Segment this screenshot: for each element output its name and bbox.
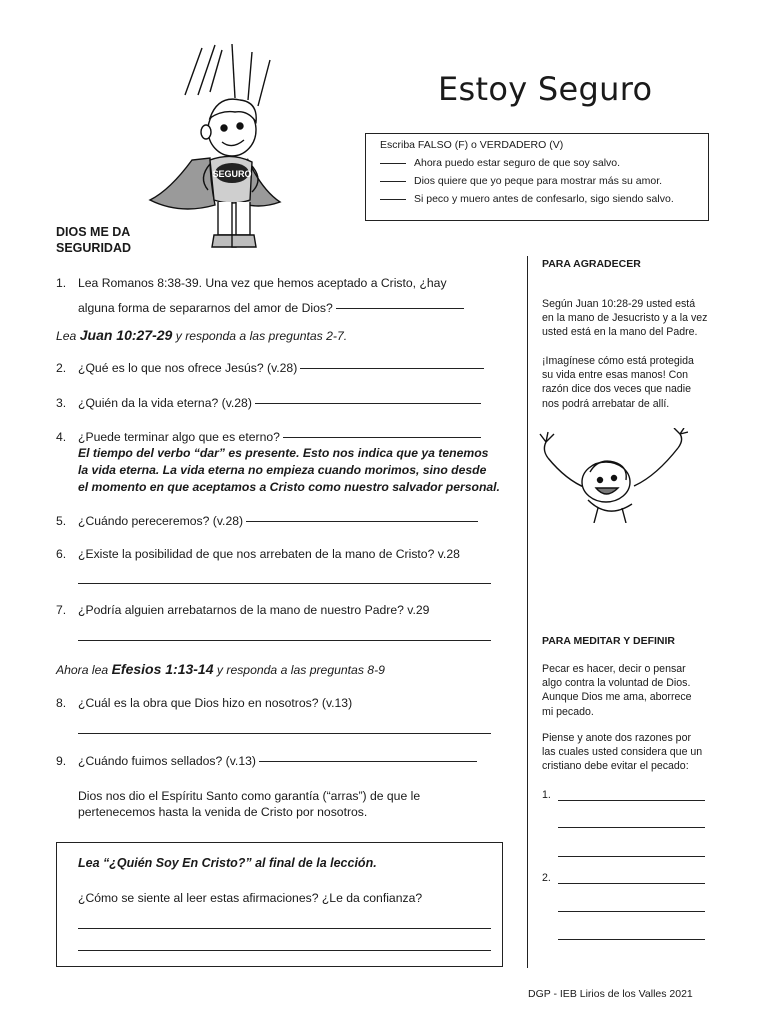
sidebar-line: Pecar es hacer, decir o pensar	[542, 663, 686, 675]
intro-pre: Ahora lea	[56, 663, 112, 677]
question-text: Lea Romanos 8:38-39. Una vez que hemos aceptado a Cristo, ¿hay	[78, 276, 447, 290]
true-false-item-text: Si peco y muero antes de confesarlo, sigo siendo salvo.	[414, 193, 674, 205]
question-text	[78, 396, 481, 410]
sidebar-paragraph	[542, 354, 694, 411]
answer-line[interactable]	[78, 583, 491, 584]
answer-line[interactable]	[283, 437, 481, 438]
question-number: 1.	[56, 276, 67, 290]
question-number: 3.	[56, 396, 67, 410]
section-heading-line: SEGURIDAD	[56, 241, 132, 255]
question-text	[78, 514, 478, 528]
answer-line[interactable]	[558, 911, 705, 912]
question-number: 2.	[56, 361, 67, 375]
reading-instruction	[56, 661, 385, 677]
true-false-box	[365, 133, 709, 221]
question-text-line: ¿Cuándo pereceremos? (v.28)	[78, 514, 244, 528]
scripture-reference: Juan 10:27-29	[79, 327, 173, 343]
answer-line[interactable]	[300, 368, 484, 369]
question-text	[78, 301, 464, 315]
reflection-heading: Lea “¿Quién Soy En Cristo?” al final de la lección.	[78, 856, 377, 870]
answer-line[interactable]	[558, 939, 705, 940]
question-number: 6.	[56, 547, 67, 561]
sidebar-line: razón dice dos veces que nadie	[542, 383, 692, 396]
sidebar-heading: PARA MEDITAR Y DEFINIR	[542, 635, 676, 647]
true-false-item	[380, 157, 620, 169]
sidebar-line: su vida entre esas manos! Con	[542, 369, 689, 382]
verb-note-line: la vida eterna. La vida eterna no empieza cuando morimos, sino desde	[78, 463, 487, 477]
column-divider	[527, 256, 528, 968]
answer-line[interactable]	[78, 640, 491, 641]
reflection-box	[56, 842, 503, 967]
superhero-boy-illustration	[140, 40, 300, 255]
question-number: 8.	[56, 696, 67, 710]
sidebar-paragraph	[542, 731, 702, 774]
answer-line[interactable]	[78, 950, 491, 951]
sidebar-line: Piense y anote dos razones por	[542, 732, 691, 744]
verb-note-line: El tiempo del verbo “dar” es presente. Esto nos indica que ya tenemos	[78, 446, 489, 460]
question-text	[78, 430, 481, 444]
answer-line[interactable]	[558, 827, 705, 828]
question-text-line: ¿Qué es lo que nos ofrece Jesús? (v.28)	[78, 361, 298, 375]
answer-line[interactable]	[259, 761, 477, 762]
cheering-person-illustration	[538, 428, 688, 523]
answer-line[interactable]	[558, 800, 705, 801]
true-false-item	[380, 193, 674, 205]
verb-note-line: el momento en que aceptamos a Cristo como nuestro salvador personal.	[78, 480, 500, 494]
answer-line[interactable]	[246, 521, 478, 522]
scripture-reference: Efesios 1:13-14	[111, 661, 214, 677]
sidebar-line: mi pecado.	[542, 705, 594, 718]
sidebar-line: algo contra la voluntad de Dios.	[542, 677, 691, 690]
sidebar-line: cristiano debe evitar el pecado:	[542, 760, 689, 773]
intro-post: y responda a las preguntas 8-9	[213, 663, 385, 677]
answer-line[interactable]	[336, 308, 464, 309]
intro-post: y responda a las preguntas 2-7.	[172, 329, 348, 343]
reflection-question: ¿Cómo se siente al leer estas afirmaciones? ¿Le da confianza?	[78, 891, 423, 905]
sidebar-line: nos podrá arrebatar de allí.	[542, 397, 670, 410]
sidebar-line: usted está en la mano del Padre.	[542, 326, 698, 339]
sidebar-heading: PARA AGRADECER	[542, 258, 641, 270]
question-number: 4.	[56, 430, 67, 444]
question-text: ¿Podría alguien arrebatarnos de la mano de nuestro Padre? v.29	[78, 603, 430, 617]
reason-number: 1.	[542, 789, 551, 801]
sidebar-line: Según Juan 10:28-29 usted está	[542, 298, 696, 310]
true-false-item	[380, 175, 662, 187]
true-false-item-text: Ahora puedo estar seguro de que soy salvo.	[414, 157, 621, 169]
verb-note	[78, 445, 500, 496]
question-text: ¿Cuál es la obra que Dios hizo en nosotros? (v.13)	[78, 696, 353, 710]
question-number: 9.	[56, 754, 67, 768]
answer-line[interactable]	[558, 883, 705, 884]
question-text-line: ¿Puede terminar algo que es eterno?	[78, 430, 280, 444]
intro-pre: Lea	[56, 329, 80, 343]
question-text-line: ¿Cuándo fuimos sellados? (v.13)	[78, 754, 256, 768]
answer-line[interactable]	[558, 856, 705, 857]
question-text	[78, 754, 477, 768]
answer-blank[interactable]	[380, 163, 406, 164]
sidebar-line: ¡Imagínese cómo está protegida	[542, 355, 694, 367]
sidebar-paragraph	[542, 662, 692, 719]
badge-text: SEGURO	[212, 169, 252, 179]
sidebar-line: Aunque Dios me ama, aborrece	[542, 691, 692, 704]
answer-line[interactable]	[78, 928, 491, 929]
sidebar-line: en la mano de Jesucristo y a la vez	[542, 312, 708, 325]
page-title: Estoy Seguro	[438, 70, 653, 108]
section-heading-line: DIOS ME DA	[56, 225, 131, 239]
true-false-item-text: Dios quiere que yo peque para mostrar más su amor.	[414, 175, 663, 187]
reading-instruction	[56, 327, 347, 343]
reason-number: 2.	[542, 872, 551, 884]
question-text-line: alguna forma de separarnos del amor de Dios?	[78, 301, 333, 315]
sidebar-line: las cuales usted considera que un	[542, 746, 703, 759]
question-text-line: ¿Quién da la vida eterna? (v.28)	[78, 396, 252, 410]
footer-credit: DGP - IEB Lirios de los Valles 2021	[528, 988, 693, 1000]
question-number: 7.	[56, 603, 67, 617]
closing-statement: Dios nos dio el Espíritu Santo como garantía (“arras”) de que le	[78, 789, 421, 803]
sidebar-paragraph	[542, 297, 707, 340]
answer-line[interactable]	[78, 733, 491, 734]
question-text	[78, 361, 484, 375]
answer-line[interactable]	[255, 403, 481, 404]
question-number: 5.	[56, 514, 67, 528]
question-text: ¿Existe la posibilidad de que nos arrebaten de la mano de Cristo? v.28	[78, 547, 460, 561]
section-heading	[56, 224, 131, 256]
answer-blank[interactable]	[380, 199, 406, 200]
answer-blank[interactable]	[380, 181, 406, 182]
true-false-instructions: Escriba FALSO (F) o VERDADERO (V)	[380, 139, 564, 151]
closing-statement: pertenecemos hasta la venida de Cristo por nosotros.	[78, 805, 368, 819]
